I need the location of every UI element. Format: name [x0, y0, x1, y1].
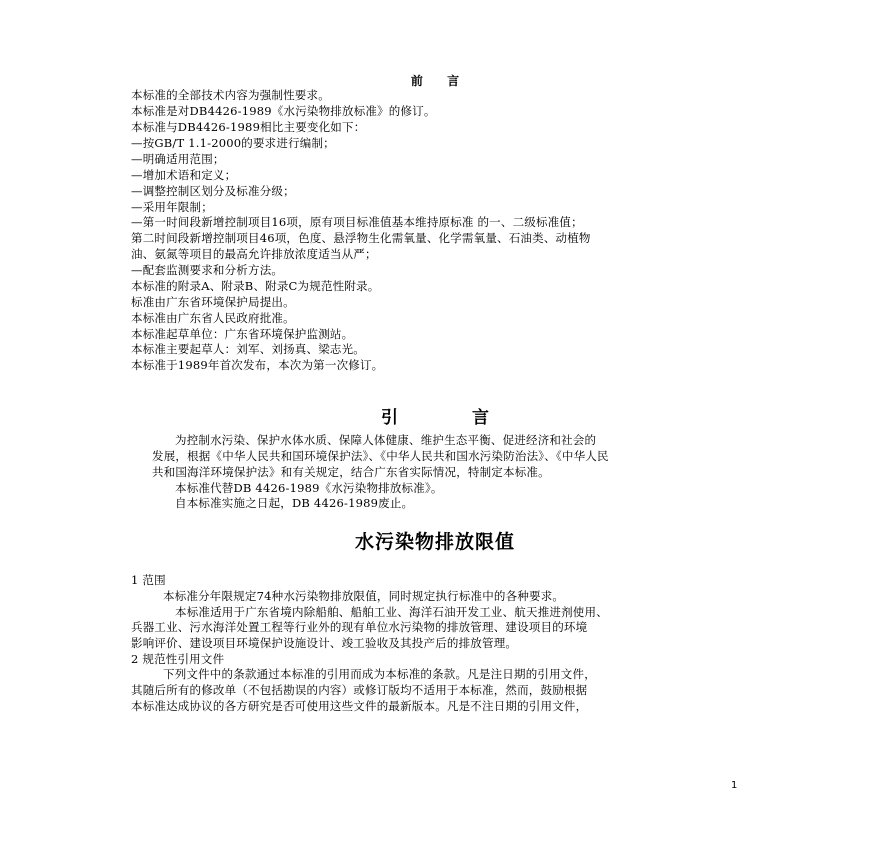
foreword-line: —配套监测要求和分析方法。 — [131, 263, 284, 277]
section-heading-references: 2 规范性引用文件 — [131, 652, 225, 666]
foreword-heading: 前 言 — [410, 74, 470, 88]
foreword-line: —明确适用范围； — [131, 152, 225, 166]
foreword-line: —调整控制区划分及标准分级； — [131, 184, 295, 198]
introduction-heading: 引 言 — [381, 408, 523, 428]
foreword-line: 油、氨氮等项目的最高允许排放浓度适当从严； — [131, 247, 377, 261]
body-line: 影响评价、建设项目环境保护设施设计、竣工验收及其投产后的排放管理。 — [131, 636, 518, 650]
body-line: 本标准达成协议的各方研究是否可使用这些文件的最新版本。凡是不注日期的引用文件， — [131, 699, 588, 713]
body-line: 兵器工业、污水海洋处置工程等行业外的现有单位水污染物的排放管理、建设项目的环境 — [131, 620, 588, 634]
body-line: 本标准适用于广东省境内除船舶、船舶工业、海洋石油开发工业、航天推进剂使用、 — [175, 605, 608, 619]
foreword-line: —第一时间段新增控制项目16项，原有项目标准值基本维持原标准 的一、二级标准值； — [131, 215, 583, 229]
section-heading-scope: 1 范围 — [131, 573, 166, 587]
foreword-line: 本标准的附录A、附录B、附录C为规范性附录。 — [131, 279, 380, 293]
foreword-line: 本标准主要起草人：刘军、刘扬真、梁志光。 — [131, 342, 365, 356]
introduction-line: 共和国海洋环境保护法》和有关规定，结合广东省实际情况，特制定本标准。 — [152, 465, 550, 479]
foreword-line: 本标准起草单位：广东省环境保护监测站。 — [131, 327, 354, 341]
foreword-line: —采用年限制； — [131, 200, 213, 214]
foreword-line: 本标准于1989年首次发布，本次为第一次修订。 — [131, 358, 384, 372]
introduction-line: 自本标准实施之日起，DB 4426-1989废止。 — [175, 496, 414, 510]
foreword-line: —增加术语和定义； — [131, 168, 237, 182]
foreword-line: 本标准与DB4426-1989相比主要变化如下： — [131, 120, 366, 134]
foreword-line: 本标准是对DB4426-1989《水污染物排放标准》的修订。 — [131, 104, 436, 118]
body-line: 其随后所有的修改单（不包括勘误的内容）或修订版均不适用于本标准，然而，鼓励根据 — [131, 683, 588, 697]
foreword-line: 标准由广东省环境保护局提出。 — [131, 295, 295, 309]
introduction-line: 发展，根据《中华人民共和国环境保护法》、《中华人民共和国水污染防治法》、《中华人民 — [152, 449, 609, 463]
foreword-line: 本标准由广东省人民政府批准。 — [131, 311, 295, 325]
body-line: 本标准分年限规定74种水污染物排放限值，同时规定执行标准中的各种要求。 — [163, 589, 565, 603]
page-number: 1 — [731, 780, 738, 791]
document-title: 水污染物排放限值 — [354, 531, 515, 553]
body-line: 下列文件中的条款通过本标准的引用而成为本标准的条款。凡是注日期的引用文件， — [163, 667, 596, 681]
foreword-line: 第二时间段新增控制项目46项，色度、悬浮物生化需氧量、化学需氧量、石油类、动植物 — [131, 231, 591, 245]
introduction-line: 为控制水污染、保护水体水质、保障人体健康、维护生态平衡、促进经济和社会的 — [175, 433, 597, 447]
foreword-line: —按GB/T 1.1-2000的要求进行编制； — [131, 136, 335, 150]
introduction-line: 本标准代替DB 4426-1989《水污染物排放标准》。 — [175, 481, 443, 495]
foreword-line: 本标准的全部技术内容为强制性要求。 — [131, 88, 330, 102]
